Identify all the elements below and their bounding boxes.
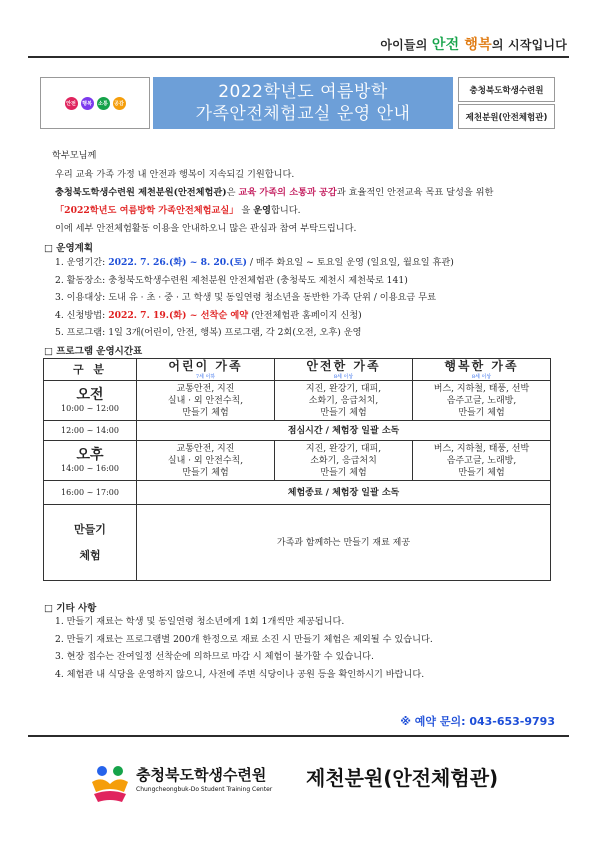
logo-circle-3: 소통 <box>97 97 110 110</box>
footer-branch: 제천분원(안전체험관) <box>306 766 499 790</box>
plan-item-4: 4. 신청방법: 2022. 7. 19.(화) ~ 선착순 예약 (안전체험관 홈페이지 신청) <box>55 309 362 321</box>
table-row-pm: 오후 14:00 ~ 16:00 교통안전, 지진 실내 · 외 안전수칙, 만들기 체험 지진, 완강기, 대피, 소화기, 응급처치 만들기 체험 버스, 지하철, 태풍, 선박 음주고글, 노래방, 만들기 체험 <box>44 441 551 481</box>
footer-org-name: 충청북도학생수련원 <box>136 766 267 784</box>
bottom-divider <box>28 735 569 737</box>
etc-item-3: 3. 현장 접수는 잔여일정 선착순에 의하므로 마감 시 체험이 불가할 수 있습니다. <box>55 651 374 662</box>
footer <box>88 760 548 804</box>
table-header-row <box>44 359 551 381</box>
etc-heading: □ 기타 사항 <box>44 603 97 614</box>
logo-circle-1: 안전 <box>65 97 78 110</box>
slogan: 아이들의 안전 행복의 시작입니다 <box>380 37 567 53</box>
intro-line-1: 우리 교육 가족 가정 내 안전과 행복이 지속되길 기원합니다. <box>55 169 295 180</box>
header-logo <box>40 77 150 129</box>
plan-item-2: 2. 활동장소: 충청북도학생수련원 제천분원 안전체험관 (충청북도 제천시 제천북로 141) <box>55 274 408 286</box>
etc-item-4: 4. 체험관 내 식당을 운영하지 않으니, 사전에 주변 식당이나 공원 등을 확인하시기 바랍니다. <box>55 668 425 680</box>
etc-item-1: 1. 만들기 재료는 학생 및 동일연령 청소년에게 1회 1개씩만 제공됩니다. <box>55 616 345 627</box>
etc-list <box>55 613 433 683</box>
header <box>40 77 555 129</box>
org-name: 충청북도학생수련원 <box>458 77 555 102</box>
plan-item-1: 1. 운영기간: 2022. 7. 26.(화) ~ 8. 20.(토) / 매주 화요일 ~ 토요일 운영 (일요일, 월요일 휴관) <box>55 257 454 268</box>
intro-line-2: 충청북도학생수련원 제천분원(안전체험관)은 교육 가족의 소통과 공감과 효율적인 안전교육 목표 달성을 위한 <box>55 187 494 198</box>
table-row-end: 16:00 ~ 17:00 체험종료 / 체험장 일괄 소독 <box>44 481 551 505</box>
footer-org-english: Chungcheongbuk-Do Student Training Center <box>136 786 273 793</box>
contact-phone: ※ 예약 문의: 043-653-9793 <box>400 715 555 728</box>
table-row-lunch: 12:00 ~ 14:00 점심시간 / 체험장 일괄 소독 <box>44 421 551 441</box>
title-line-2: 가족안전체험교실 운영 안내 <box>195 104 411 124</box>
schedule-heading: □ 프로그램 운영시간표 <box>44 346 143 357</box>
top-divider <box>28 56 569 58</box>
col-header-happy: 행복한 가족 8세 이상 <box>413 359 551 381</box>
schedule-table <box>43 358 551 581</box>
greeting: 학부모님께 <box>52 150 97 161</box>
plan-list <box>55 254 454 342</box>
plan-heading: □ 운영계획 <box>44 243 93 254</box>
col-header-children: 어린이 가족 7세 이하 <box>137 359 275 381</box>
footer-logo-icon <box>88 762 132 804</box>
org-box <box>458 77 555 129</box>
col-header-category: 구 분 <box>44 359 137 381</box>
intro-line-3: 「2022학년도 여름방학 가족안전체험교실」 을 운영합니다. <box>55 205 301 216</box>
table-row-am: 오전 10:00 ~ 12:00 교통안전, 지진 실내 · 외 안전수칙, 만들기 체험 지진, 완강기, 대피, 소화기, 응급처치, 만들기 체험 버스, 지하철, 태풍, 선박 음주고글, 노래방, 만들기 체험 <box>44 381 551 421</box>
plan-item-5: 5. 프로그램: 1일 3개(어린이, 안전, 행복) 프로그램, 각 2회(오전, 오후) 운영 <box>55 327 362 339</box>
intro-line-4: 이에 세부 안전체험활동 이용을 안내하오니 많은 관심과 참여 부탁드립니다. <box>55 223 357 234</box>
logo-circle-2: 행복 <box>81 97 94 110</box>
branch-name: 제천분원(안전체험관) <box>458 104 555 129</box>
col-header-safe: 안전한 가족 8세 이상 <box>275 359 413 381</box>
logo-circle-4: 공감 <box>113 97 126 110</box>
table-row-craft: 만들기 체험 가족과 함께하는 만들기 재료 제공 <box>44 505 551 581</box>
title-line-1: 2022학년도 여름방학 <box>218 82 388 102</box>
plan-item-3: 3. 이용대상: 도내 유 · 초 · 중 · 고 학생 및 동일연령 청소년을 동반한 가족 단위 / 이용요금 무료 <box>55 292 436 304</box>
etc-item-2: 2. 만들기 재료는 프로그램별 200개 한정으로 재료 소진 시 만들기 체험은 제외될 수 있습니다. <box>55 633 433 645</box>
title-box <box>153 77 453 129</box>
